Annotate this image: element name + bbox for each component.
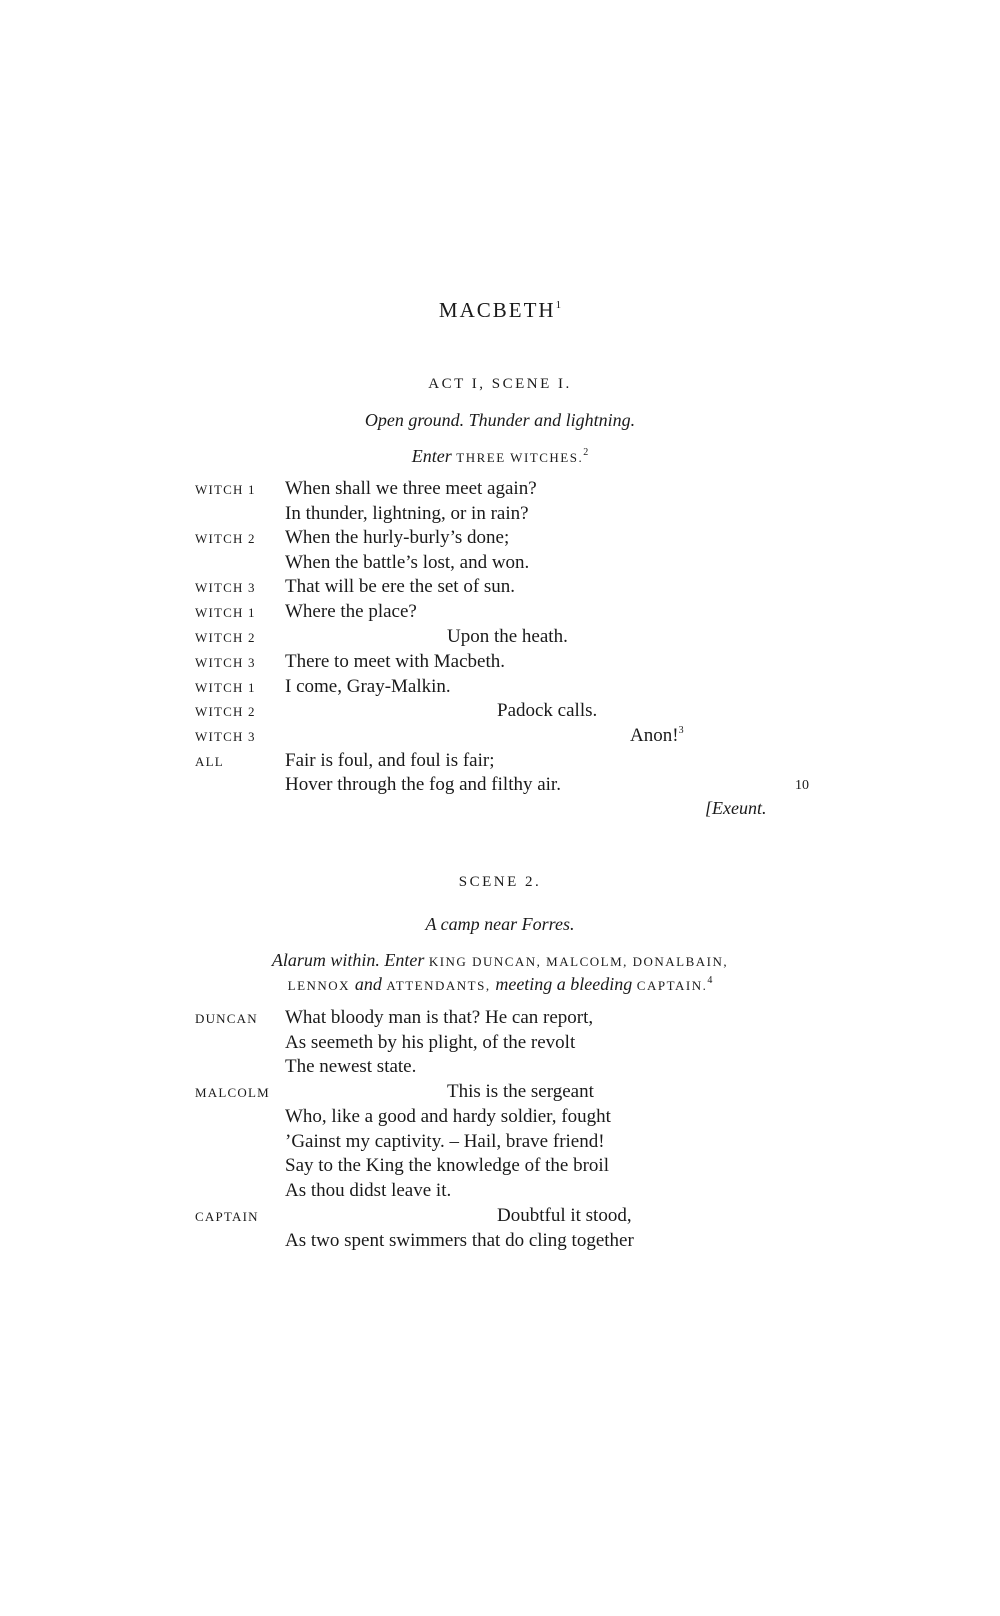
verse-line — [497, 700, 597, 722]
verse-text: Say to the King the knowledge of the broil — [285, 1155, 609, 1176]
speaker-name: WITCH 3 — [195, 580, 256, 595]
verse-line — [285, 750, 495, 772]
direction-text: and — [354, 974, 387, 994]
verse-text: ’Gainst my captivity. – Hail, brave friend! — [285, 1131, 605, 1152]
verse-line — [285, 527, 509, 549]
play-title-text: MACBETH — [438, 298, 556, 322]
entrance-italic: Enter — [411, 446, 452, 466]
verse-line — [285, 1106, 611, 1128]
scene1-entrance — [0, 446, 1000, 467]
verse-line — [285, 1180, 451, 1202]
speaker-name: MALCOLM — [195, 1085, 270, 1100]
verse-line — [285, 601, 417, 623]
speaker-name: CAPTAIN — [195, 1209, 259, 1224]
play-title — [0, 298, 1000, 323]
scene1-setting: Open ground. Thunder and lightning. — [364, 410, 636, 430]
verse-line — [497, 1205, 632, 1227]
verse-line — [285, 1007, 593, 1029]
speaker-name: WITCH 3 — [195, 729, 256, 744]
footnote-ref: 3 — [678, 725, 684, 736]
scene2-heading: SCENE 2. — [458, 874, 542, 890]
verse-text: When the battle’s lost, and won. — [285, 552, 530, 573]
speaker-name: ALL — [195, 754, 224, 769]
speaker-name: WITCH 1 — [195, 482, 256, 497]
verse-text: That will be ere the set of sun. — [285, 576, 516, 597]
verse-line — [285, 1032, 575, 1054]
verse-line — [285, 1056, 416, 1078]
verse-text: Who, like a good and hardy soldier, fought — [285, 1106, 611, 1127]
speaker-name: WITCH 3 — [195, 655, 256, 670]
verse-line — [285, 478, 537, 500]
speaker-name: WITCH 1 — [195, 605, 256, 620]
direction-text: Alarum within. Enter — [271, 950, 429, 970]
character-names: KING DUNCAN, MALCOLM, DONALBAIN, — [428, 954, 729, 969]
speaker-name: WITCH 1 — [195, 680, 256, 695]
scene2-entrance-line1 — [0, 950, 1000, 971]
verse-line — [285, 774, 561, 796]
verse-line — [285, 651, 505, 673]
footnote-ref: 2 — [583, 447, 589, 458]
speaker-name: WITCH 2 — [195, 531, 256, 546]
verse-text: This is the sergeant — [447, 1081, 594, 1102]
verse-text: I come, Gray-Malkin. — [285, 676, 451, 697]
verse-text: In thunder, lightning, or in rain? — [285, 503, 529, 524]
verse-text: Hover through the fog and filthy air. — [285, 774, 561, 795]
exit-direction: [Exeunt. — [705, 798, 767, 818]
verse-text: Anon! — [630, 725, 679, 746]
speaker-name: DUNCAN — [195, 1011, 258, 1026]
footnote-ref: 4 — [707, 975, 713, 986]
footnote-ref: 1 — [555, 299, 562, 311]
entrance-names: THREE WITCHES. — [456, 450, 584, 465]
character-names: LENNOX — [287, 978, 355, 993]
verse-text: When shall we three meet again? — [285, 478, 537, 499]
direction-text: meeting a bleeding — [495, 974, 637, 994]
verse-text: The newest state. — [285, 1056, 417, 1077]
verse-text: Fair is foul, and foul is fair; — [285, 750, 495, 771]
verse-line — [285, 1155, 609, 1177]
verse-line — [447, 1081, 594, 1103]
scene2-entrance-line2 — [0, 974, 1000, 995]
verse-line — [285, 576, 515, 598]
verse-text: Padock calls. — [497, 700, 598, 721]
verse-text: What bloody man is that? He can report, — [285, 1007, 594, 1028]
verse-text: Upon the heath. — [447, 626, 568, 647]
verse-text: As seemeth by his plight, of the revolt — [285, 1032, 576, 1053]
verse-line — [447, 626, 568, 648]
speaker-name: WITCH 2 — [195, 704, 256, 719]
verse-text: When the hurly-burly’s done; — [285, 527, 510, 548]
verse-line — [285, 676, 451, 698]
verse-text: Where the place? — [285, 601, 417, 622]
scene1-heading: ACT I, SCENE I. — [428, 376, 572, 392]
verse-line — [285, 552, 529, 574]
verse-line — [285, 1230, 634, 1252]
verse-line — [630, 725, 684, 747]
verse-text: As thou didst leave it. — [285, 1180, 452, 1201]
speaker-name: WITCH 2 — [195, 630, 256, 645]
verse-text: Doubtful it stood, — [497, 1205, 632, 1226]
character-names: CAPTAIN. — [636, 978, 708, 993]
line-number: 10 — [795, 778, 809, 793]
verse-text: As two spent swimmers that do cling together — [285, 1230, 634, 1251]
scene2-setting: A camp near Forres. — [425, 914, 575, 934]
verse-line — [285, 503, 529, 525]
verse-line — [285, 1131, 605, 1153]
verse-text: There to meet with Macbeth. — [285, 651, 506, 672]
character-names: ATTENDANTS, — [386, 978, 496, 993]
